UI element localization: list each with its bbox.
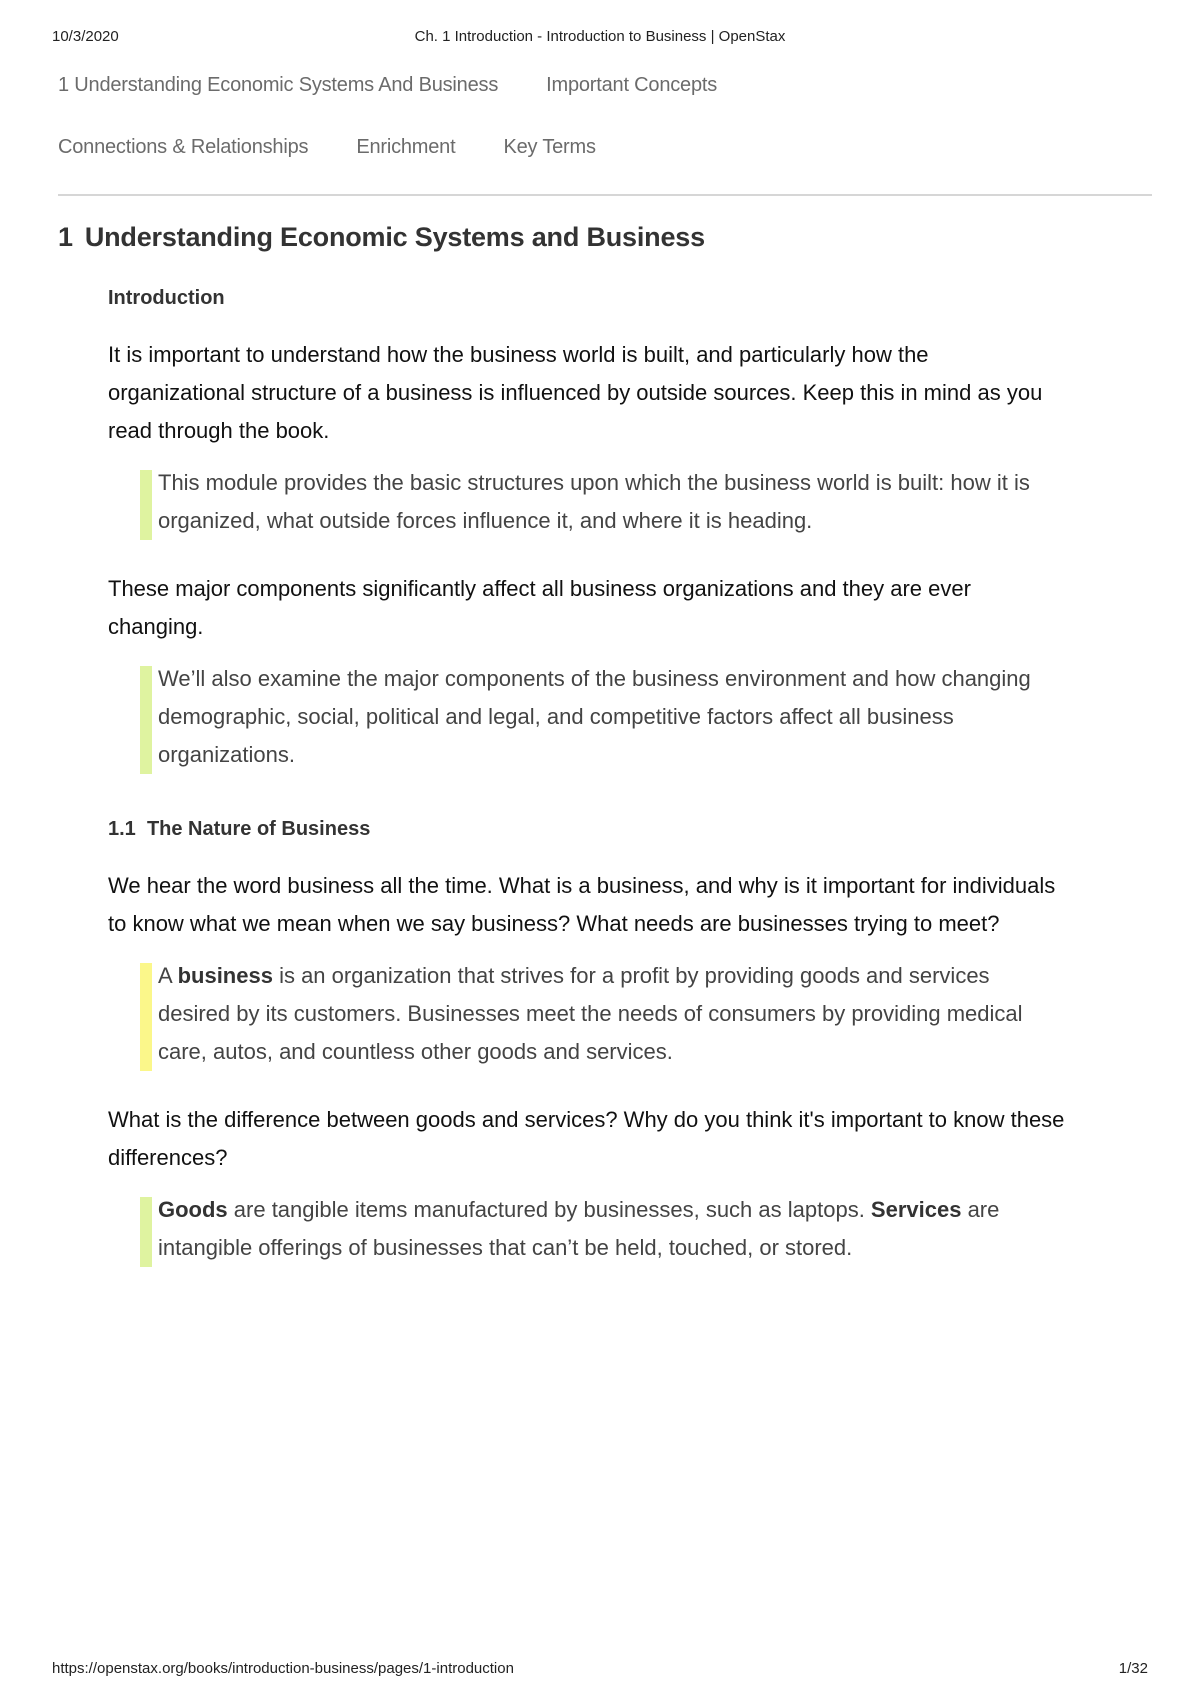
chapter-nav-row-2 xyxy=(58,136,1152,198)
callout-prefix: A xyxy=(158,963,178,988)
chapter-content xyxy=(58,222,1152,1267)
callout-highlight-bar xyxy=(140,470,152,540)
intro-callout-2-text: We’ll also examine the major components of the business environment and how changing demographic, social, political and legal, and competitive factors affect all business organizations. xyxy=(158,666,1031,767)
term-business: business xyxy=(177,963,273,988)
intro-callout-2 xyxy=(140,660,1058,774)
callout-definition: is an organization that strives for a profit by providing goods and services desired by its customers. Businesses meet the needs of consumers by providing medical care, autos, and countless other goods and services. xyxy=(158,963,1023,1064)
nav-link-key-terms[interactable]: Key Terms xyxy=(503,136,596,158)
section-paragraph-1: We hear the word business all the time. What is a business, and why is it important for individuals to know what we mean when we say business? What needs are businesses trying to meet? xyxy=(108,873,1056,936)
callout-highlight-bar xyxy=(140,666,152,774)
nav-link-enrichment[interactable]: Enrichment xyxy=(356,136,456,158)
chapter-title xyxy=(58,222,1152,253)
goods-services-callout xyxy=(140,1191,1058,1267)
nav-link-connections-relationships[interactable]: Connections & Relationships xyxy=(58,136,309,158)
services-definition: are intangible offerings of businesses that can’t be held, touched, or stored. xyxy=(158,1197,1000,1260)
intro-callout-1-text: This module provides the basic structures upon which the business world is built: how it is organized, what outside forces influence it, and where it is heading. xyxy=(158,470,1030,533)
print-page-number: 1/32 xyxy=(1118,1660,1148,1677)
goods-definition: are tangible items manufactured by businesses, such as laptops. xyxy=(227,1197,871,1222)
chapter-title-text: Understanding Economic Systems and Business xyxy=(84,222,705,252)
section-heading-1-1 xyxy=(108,818,1068,841)
print-url: https://openstax.org/books/introduction-business/pages/1-introduction xyxy=(52,1660,514,1677)
print-header xyxy=(52,28,1148,50)
print-date: 10/3/2020 xyxy=(52,28,119,45)
term-goods: Goods xyxy=(158,1197,228,1222)
print-page-title: Ch. 1 Introduction - Introduction to Business | OpenStax xyxy=(414,28,786,45)
callout-highlight-bar xyxy=(140,1197,152,1267)
term-services: Services xyxy=(870,1197,962,1222)
business-definition-callout xyxy=(140,957,1058,1071)
intro-callout-1 xyxy=(140,464,1058,540)
callout-highlight-bar xyxy=(140,963,152,1071)
section-paragraph-2: What is the difference between goods and services? Why do you think it's important to know these differences? xyxy=(108,1107,1065,1170)
intro-heading: Introduction xyxy=(108,287,225,309)
intro-paragraph-2: These major components significantly affect all business organizations and they are ever changing. xyxy=(108,576,971,639)
chapter-nav-row-1 xyxy=(58,74,1152,136)
chapter-body xyxy=(108,287,1068,1267)
nav-divider xyxy=(58,194,1152,196)
section-number: 1.1 xyxy=(108,818,136,840)
chapter-nav xyxy=(58,74,1152,198)
chapter-number: 1 xyxy=(58,222,73,252)
nav-link-understanding-economic-systems[interactable]: 1 Understanding Economic Systems And Business xyxy=(58,74,499,96)
section-title: The Nature of Business xyxy=(146,818,371,840)
intro-paragraph-1: It is important to understand how the business world is built, and particularly how the organizational structure of a business is influenced by outside sources. Keep this in mind as you read through the book. xyxy=(108,342,1043,443)
nav-link-important-concepts[interactable]: Important Concepts xyxy=(546,74,718,96)
